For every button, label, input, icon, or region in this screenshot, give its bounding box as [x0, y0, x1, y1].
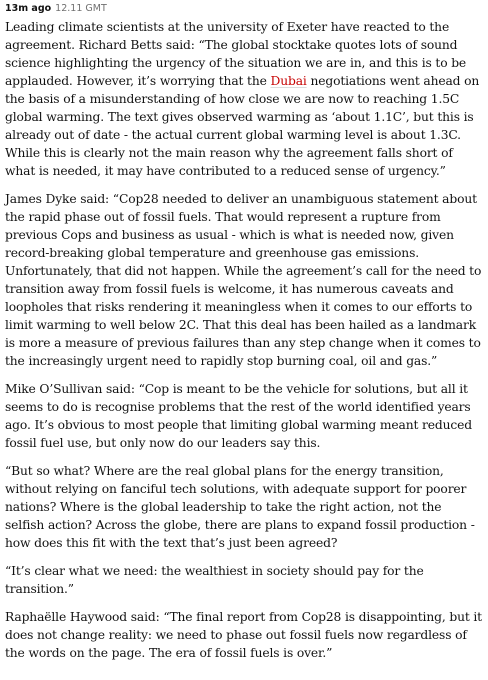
live-blog-post: [5, 3, 482, 662]
paragraph-osullivan-continued: “But so what? Where are the real global plans for the energy transition, without relying on fanciful tech solutions, with adequate support for poorer nations? Where is the global leadership to take the right action, not the selfish action? Across the globe, there are plans to expand fossil production - how does this fit with the text that’s just been agreed?: [5, 464, 475, 550]
time-ago: 13m ago: [5, 3, 52, 14]
post-meta: [5, 3, 482, 15]
paragraph-text: Leading climate scientists at the university of Exeter have reacted to the agreement. Richard Betts said: “The global stocktake quotes lots of sound science highlighting the urgency of the situation we are in, and this is to be applauded. However, it’s worrying that the: [5, 20, 467, 88]
paragraph-betts: [5, 18, 482, 180]
paragraph-osullivan-closing: “It’s clear what we need: the wealthiest in society should pay for the transition.”: [5, 564, 424, 596]
dubai-link[interactable]: Dubai: [270, 74, 307, 88]
paragraph-text: negotiations went ahead on the basis of a misunderstanding of how close we are now to reaching 1.5C global warming. The text gives observed warming as ‘about 1.1C’, but this is already out of date - the actual current global warming level is about 1.3C. While this is clearly not the main reason why the agreement falls short of what is needed, it may have contributed to a reduced sense of urgency.”: [5, 74, 480, 178]
paragraph-haywood: Raphaëlle Haywood said: “The final report from Cop28 is disappointing, but it does not change reality: we need to phase out fossil fuels now regardless of the words on the page. The era of fossil fuels is over.”: [5, 610, 482, 660]
paragraph-dyke: James Dyke said: “Cop28 needed to deliver an unambiguous statement about the rapid phase out of fossil fuels. That would represent a rupture from previous Cops and business as usual - which is what is needed now, given record-breaking global temperature and greenhouse gas emissions. Unfortunately, that did not happen. While the agreement’s call for the need to transition away from fossil fuels is welcome, it has numerous caveats and loopholes that risks rendering it meaningless when it comes to our efforts to limit warming to well below 2C. That this deal has been hailed as a landmark is more a measure of previous failures than any step change when it comes to the increasingly urgent need to rapidly stop burning coal, oil and gas.”: [5, 192, 482, 368]
paragraph-osullivan: Mike O’Sullivan said: “Cop is meant to be the vehicle for solutions, but all it seems to do is recognise problems that the rest of the world identified years ago. It’s obvious to most people that limiting global warming meant reduced fossil fuel use, but only now do our leaders say this.: [5, 382, 472, 450]
timestamp: 12.11 GMT: [55, 3, 107, 14]
